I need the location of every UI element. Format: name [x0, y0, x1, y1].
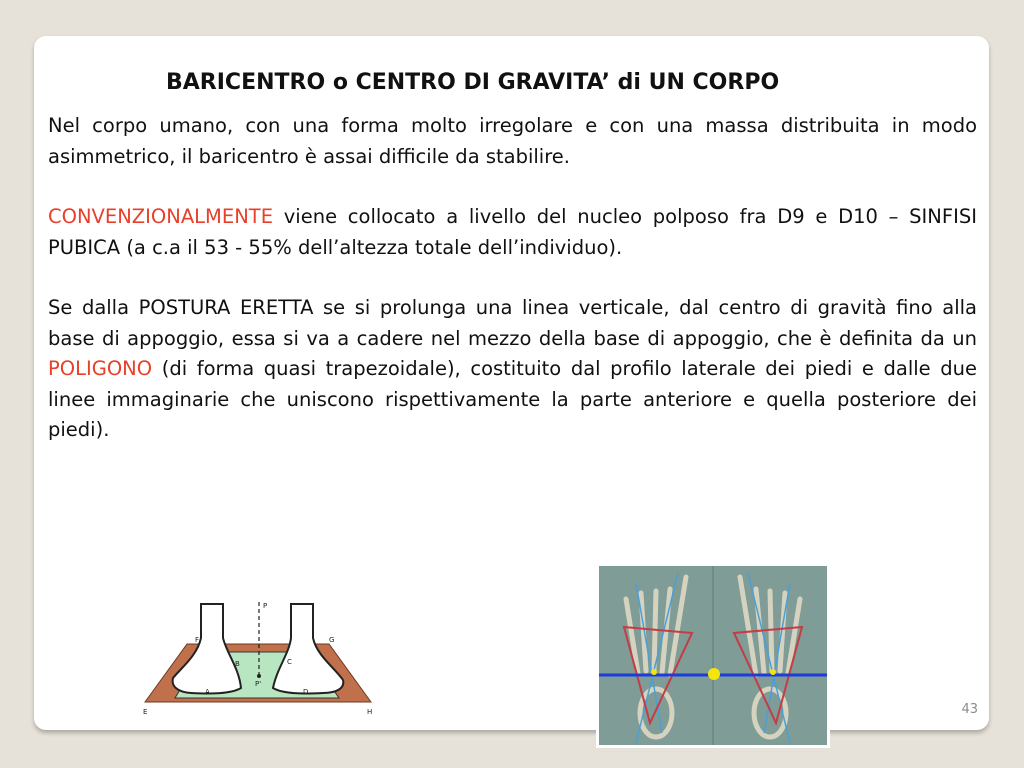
left-foot-center	[651, 669, 657, 675]
label-p: P	[263, 602, 268, 610]
label-g: G	[329, 636, 335, 644]
label-p-prime: P'	[255, 680, 262, 688]
paragraph-3	[48, 293, 977, 446]
highlight-poligono: POLIGONO	[48, 357, 153, 380]
label-h: H	[367, 708, 373, 716]
paragraph-1: Nel corpo umano, con una forma molto irregolare e con una massa distribuita in modo asimmetrico, il baricentro è assai difficile da stabilire.	[48, 114, 977, 168]
highlight-convenzionalmente: CONVENZIONALMENTE	[48, 205, 274, 228]
paragraph-3-text-b: (di forma quasi trapezoidale), costituito dal profilo laterale dei piedi e dalle due linee immaginarie che uniscono rispettivamente la parte anteriore e quella posteriore dei piedi).	[48, 357, 977, 441]
paragraph-2-text: viene collocato a livello del nucleo polposo fra D9 e D10 – SINFISI PUBICA (a c.a il 53 - 55% dell’altezza totale dell’individuo).	[48, 205, 977, 259]
label-d: D	[303, 688, 309, 696]
center-of-gravity	[708, 668, 720, 680]
label-e: E	[143, 708, 148, 716]
feet-xray-polygon-image	[596, 563, 830, 748]
label-f: F	[195, 636, 200, 644]
label-c: C	[287, 658, 292, 666]
paragraph-2	[48, 202, 977, 263]
slide-number: 43	[961, 702, 978, 717]
label-b: B	[235, 660, 240, 668]
label-a: A	[205, 688, 210, 696]
paragraph-3-text-a: Se dalla POSTURA ERETTA se si prolunga una linea verticale, dal centro di gravità fino alla base di appoggio, essa si va a cadere nel mezzo della base di appoggio, che è definita da un	[48, 296, 977, 350]
slide-body	[48, 111, 977, 476]
right-foot-center	[770, 669, 776, 675]
gravity-point	[257, 674, 261, 678]
slide-title: BARICENTRO o CENTRO DI GRAVITA’ di UN CORPO	[166, 70, 780, 95]
feet-base-diagram	[131, 598, 388, 729]
